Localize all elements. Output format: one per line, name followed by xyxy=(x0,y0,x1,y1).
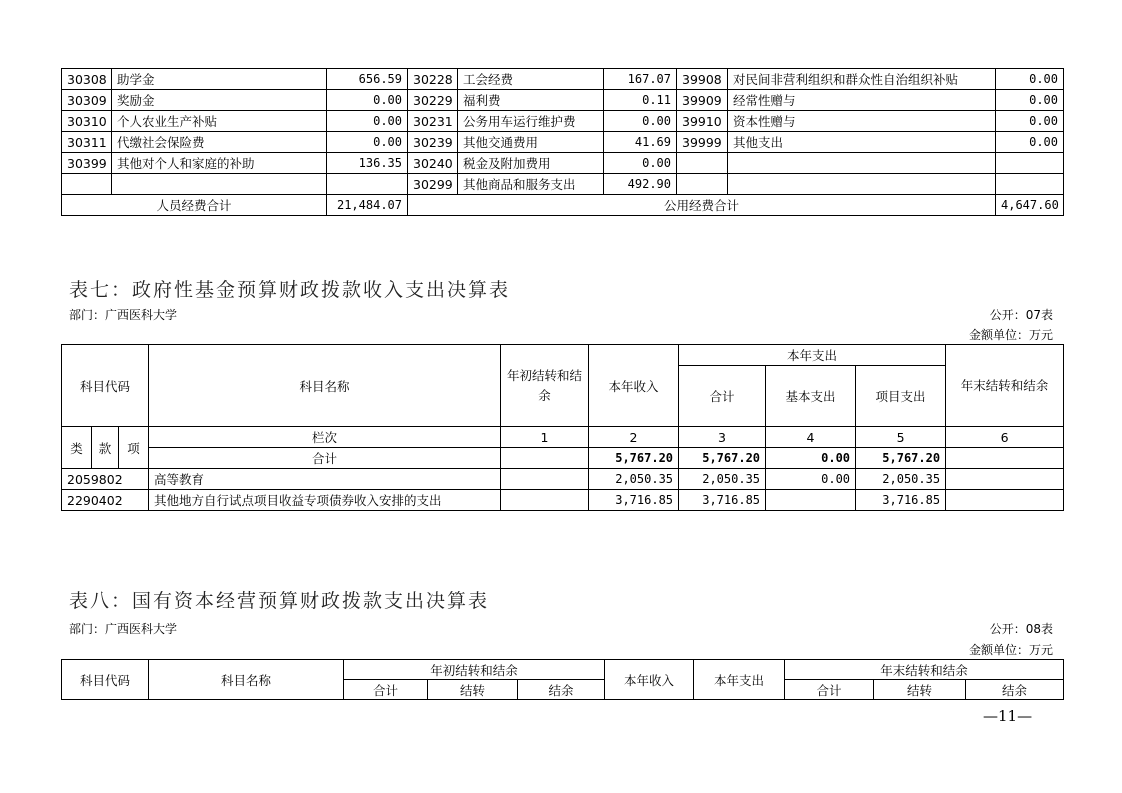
fund-total-value: 5,767.20 xyxy=(679,448,766,469)
code-cell: 39999 xyxy=(677,132,728,153)
name-cell: 个人农业生产补贴 xyxy=(112,111,327,132)
expense-total-row xyxy=(62,195,1064,216)
name-cell: 税金及附加费用 xyxy=(458,153,604,174)
fund-total-value xyxy=(501,448,589,469)
amount-cell: 0.11 xyxy=(604,90,677,111)
amount-cell xyxy=(327,174,408,195)
expense-row xyxy=(62,111,1064,132)
state-capital-table xyxy=(61,659,1064,700)
t8-header-name: 科目名称 xyxy=(149,660,344,700)
code-cell: 39910 xyxy=(677,111,728,132)
header-kuan: 款 xyxy=(92,427,119,469)
t8-header-begin: 年初结转和结余 xyxy=(344,660,605,680)
amount-cell: 2,050.35 xyxy=(589,469,679,490)
code-cell: 30231 xyxy=(408,111,458,132)
expense-row xyxy=(62,69,1064,90)
page-number: —11— xyxy=(983,707,1033,725)
amount-cell xyxy=(501,469,589,490)
amount-cell: 3,716.85 xyxy=(589,490,679,511)
code-cell: 39909 xyxy=(677,90,728,111)
header-name: 科目名称 xyxy=(149,345,501,427)
name-cell: 对民间非营利组织和群众性自治组织补贴 xyxy=(728,69,996,90)
code-cell: 30308 xyxy=(62,69,112,90)
public-total-label: 公用经费合计 xyxy=(408,195,996,216)
amount-cell: 0.00 xyxy=(604,111,677,132)
t8-subheader: 合计 xyxy=(344,680,428,700)
t8-subheader: 结转 xyxy=(874,680,966,700)
expense-row xyxy=(62,153,1064,174)
t8-subheader: 结转 xyxy=(428,680,518,700)
expense-row xyxy=(62,90,1064,111)
t8-header-code: 科目代码 xyxy=(62,660,149,700)
t8-subheader: 结余 xyxy=(966,680,1064,700)
table7-title: 表七：政府性基金预算财政拨款收入支出决算表 xyxy=(69,279,511,301)
code-cell xyxy=(677,174,728,195)
column-index: 6 xyxy=(946,427,1064,448)
column-index-label: 栏次 xyxy=(149,427,501,448)
code-cell: 30399 xyxy=(62,153,112,174)
name-cell: 资本性赠与 xyxy=(728,111,996,132)
t8-subheader: 结余 xyxy=(518,680,605,700)
amount-cell: 0.00 xyxy=(996,69,1064,90)
name-cell: 助学金 xyxy=(112,69,327,90)
amount-cell xyxy=(946,469,1064,490)
table8-dept: 部门：广西医科大学 xyxy=(69,622,178,636)
amount-cell: 0.00 xyxy=(327,111,408,132)
amount-cell: 2,050.35 xyxy=(856,469,946,490)
name-cell: 其他交通费用 xyxy=(458,132,604,153)
header-code: 科目代码 xyxy=(62,345,149,427)
amount-cell: 0.00 xyxy=(766,469,856,490)
personnel-total-value: 21,484.07 xyxy=(327,195,408,216)
header-income: 本年收入 xyxy=(589,345,679,427)
code-cell: 30240 xyxy=(408,153,458,174)
name-cell xyxy=(112,174,327,195)
code-cell: 30228 xyxy=(408,69,458,90)
name-cell: 代缴社会保险费 xyxy=(112,132,327,153)
amount-cell: 656.59 xyxy=(327,69,408,90)
header-exp-project: 项目支出 xyxy=(856,366,946,427)
amount-cell xyxy=(946,490,1064,511)
expense-detail-table xyxy=(61,68,1064,216)
fund-row xyxy=(62,469,1064,490)
table8-unit: 金额单位：万元 xyxy=(968,643,1053,657)
header-begin-balance: 年初结转和结余 xyxy=(501,345,589,427)
column-index: 1 xyxy=(501,427,589,448)
amount-cell: 0.00 xyxy=(327,132,408,153)
subject-code: 2059802 xyxy=(62,469,149,490)
code-cell: 39908 xyxy=(677,69,728,90)
table8-title: 表八：国有资本经营预算财政拨款支出决算表 xyxy=(69,590,490,612)
code-cell: 30310 xyxy=(62,111,112,132)
subject-code: 2290402 xyxy=(62,490,149,511)
fund-total-value: 5,767.20 xyxy=(589,448,679,469)
amount-cell: 0.00 xyxy=(327,90,408,111)
t8-header-end: 年末结转和结余 xyxy=(785,660,1064,680)
fund-total-label: 合计 xyxy=(149,448,501,469)
header-exp-basic: 基本支出 xyxy=(766,366,856,427)
name-cell: 工会经费 xyxy=(458,69,604,90)
name-cell: 经常性赠与 xyxy=(728,90,996,111)
amount-cell: 0.00 xyxy=(604,153,677,174)
code-cell xyxy=(62,174,112,195)
public-total-value: 4,647.60 xyxy=(996,195,1064,216)
amount-cell: 136.35 xyxy=(327,153,408,174)
code-cell: 30239 xyxy=(408,132,458,153)
fund-total-value: 5,767.20 xyxy=(856,448,946,469)
fund-total-row xyxy=(62,448,1064,469)
column-index: 4 xyxy=(766,427,856,448)
t8-header-income: 本年收入 xyxy=(605,660,694,700)
fund-row xyxy=(62,490,1064,511)
code-cell: 30299 xyxy=(408,174,458,195)
name-cell xyxy=(728,174,996,195)
subject-name: 高等教育 xyxy=(149,469,501,490)
t8-header-expend: 本年支出 xyxy=(694,660,785,700)
expense-row xyxy=(62,174,1064,195)
name-cell: 福利费 xyxy=(458,90,604,111)
amount-cell: 0.00 xyxy=(996,132,1064,153)
amount-cell xyxy=(996,153,1064,174)
amount-cell: 492.90 xyxy=(604,174,677,195)
personnel-total-label: 人员经费合计 xyxy=(62,195,327,216)
code-cell: 30309 xyxy=(62,90,112,111)
amount-cell xyxy=(996,174,1064,195)
amount-cell: 2,050.35 xyxy=(679,469,766,490)
table7-unit: 金额单位：万元 xyxy=(968,328,1053,342)
code-cell xyxy=(677,153,728,174)
t8-subheader: 合计 xyxy=(785,680,874,700)
code-cell: 30229 xyxy=(408,90,458,111)
amount-cell: 0.00 xyxy=(996,90,1064,111)
code-cell: 30311 xyxy=(62,132,112,153)
amount-cell xyxy=(501,490,589,511)
amount-cell xyxy=(766,490,856,511)
amount-cell: 41.69 xyxy=(604,132,677,153)
header-exp-total: 合计 xyxy=(679,366,766,427)
name-cell: 公务用车运行维护费 xyxy=(458,111,604,132)
table7-dept: 部门：广西医科大学 xyxy=(69,308,178,322)
header-xiang: 项 xyxy=(119,427,149,469)
fund-budget-table xyxy=(61,344,1064,511)
header-lei: 类 xyxy=(62,427,92,469)
name-cell: 其他商品和服务支出 xyxy=(458,174,604,195)
column-index: 3 xyxy=(679,427,766,448)
fund-total-value xyxy=(946,448,1064,469)
name-cell xyxy=(728,153,996,174)
column-index: 2 xyxy=(589,427,679,448)
name-cell: 其他对个人和家庭的补助 xyxy=(112,153,327,174)
amount-cell: 0.00 xyxy=(996,111,1064,132)
name-cell: 奖励金 xyxy=(112,90,327,111)
expense-row xyxy=(62,132,1064,153)
header-end-balance: 年末结转和结余 xyxy=(946,345,1064,427)
header-expenditure: 本年支出 xyxy=(679,345,946,366)
amount-cell: 167.07 xyxy=(604,69,677,90)
table7-code: 公开：07表 xyxy=(989,308,1053,322)
table8-code: 公开：08表 xyxy=(989,622,1053,636)
name-cell: 其他支出 xyxy=(728,132,996,153)
fund-total-value: 0.00 xyxy=(766,448,856,469)
amount-cell: 3,716.85 xyxy=(856,490,946,511)
amount-cell: 3,716.85 xyxy=(679,490,766,511)
column-index: 5 xyxy=(856,427,946,448)
subject-name: 其他地方自行试点项目收益专项债券收入安排的支出 xyxy=(149,490,501,511)
